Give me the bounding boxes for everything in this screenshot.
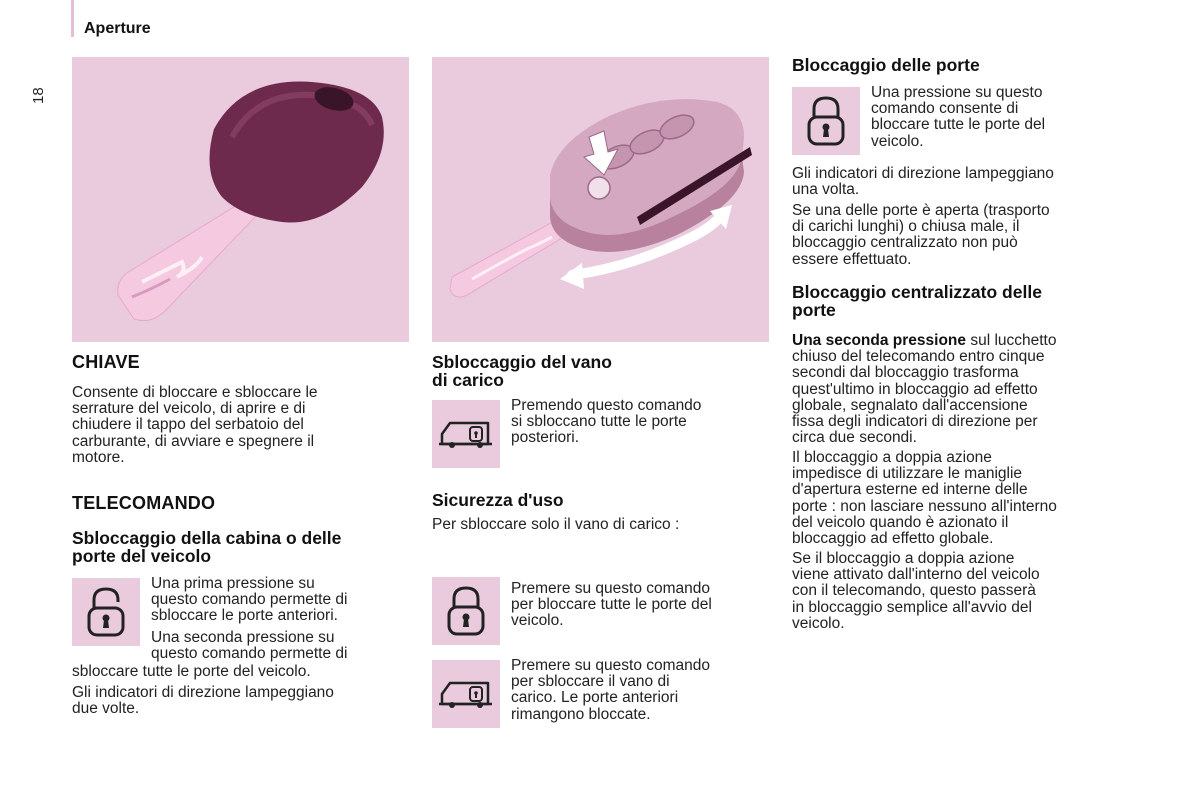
unlock-text-2: Una seconda pressione su questo comando permette di bbox=[151, 629, 348, 663]
safety-heading: Sicurezza d'uso bbox=[432, 490, 564, 510]
key-heading: CHIAVE bbox=[72, 352, 140, 372]
unlock-icon-box bbox=[72, 578, 140, 646]
unlock-cabin-heading: Sbloccaggio della cabina o delle porte del veicolo bbox=[72, 528, 342, 566]
central-text: Una seconda pressione sul lucchetto chiuso del telecomando entro cinque secondi dal bloccaggio trasforma quest'ultimo in bloccaggio ad effetto globale, segnalato dall'accensione fissa degli indicatori di direzione per circa due secondi. bbox=[792, 332, 1057, 447]
central-lock-heading: Bloccaggio centralizzato delle porte bbox=[792, 282, 1042, 320]
cargo-text: Premendo questo comando si sbloccano tutte le porte posteriori. bbox=[511, 397, 702, 447]
unlock-text-4: Gli indicatori di direzione lampeggiano due volte. bbox=[72, 684, 334, 718]
step1-text: Premere su questo comando per bloccare tutte le porte del veicolo. bbox=[511, 580, 712, 630]
key-illustration bbox=[72, 57, 409, 342]
van-rear-icon bbox=[438, 418, 494, 450]
cargo-step-icon-box bbox=[432, 660, 500, 728]
padlock-closed-icon bbox=[806, 95, 846, 147]
section-title: Aperture bbox=[84, 20, 151, 37]
lock-icon-box bbox=[792, 87, 860, 155]
lock-step-icon-box bbox=[432, 577, 500, 645]
remote-heading: TELECOMANDO bbox=[72, 493, 216, 513]
padlock-closed-icon bbox=[446, 585, 486, 637]
remote-illustration bbox=[432, 57, 769, 342]
central-bold: Una seconda pressione bbox=[792, 332, 967, 349]
lock-heading: Bloccaggio delle porte bbox=[792, 55, 980, 75]
double-lock-text-2: Se il bloccaggio a doppia azione viene attivato dall'interno del veicolo con il telecomando, questo passerà in bloccaggio semplice all'avvio del veicolo. bbox=[792, 550, 1040, 632]
cargo-unlock-heading: Sbloccaggio del vano di carico bbox=[432, 352, 612, 390]
lock-text-2: Gli indicatori di direzione lampeggiano una volta. bbox=[792, 165, 1054, 199]
lock-text-3: Se una delle porte è aperta (trasporto di carichi lunghi) o chiusa male, il bloccaggio centralizzato non può essere effettuato. bbox=[792, 202, 1050, 268]
lock-text: Una pressione su questo comando consente di bloccare tutte le porte del veicolo. bbox=[871, 84, 1046, 150]
unlock-text-3: sbloccare tutte le porte del veicolo. bbox=[72, 663, 311, 680]
cargo-icon-box bbox=[432, 400, 500, 468]
padlock-open-icon bbox=[86, 586, 126, 638]
page-number: 18 bbox=[30, 87, 47, 104]
unlock-text-1: Una prima pressione su questo comando permette di sbloccare le porte anteriori. bbox=[151, 575, 348, 625]
step2-text: Premere su questo comando per sbloccare il vano di carico. Le porte anteriori rimangono bloccate. bbox=[511, 657, 711, 723]
key-description: Consente di bloccare e sbloccare le serrature del veicolo, di aprire e di chiudere il tappo del serbatoio del carburante, di avviare e spegnere il motore. bbox=[72, 384, 318, 466]
safety-text: Per sbloccare solo il vano di carico : bbox=[432, 516, 680, 533]
header-accent-bar bbox=[71, 0, 74, 37]
van-rear-icon bbox=[438, 678, 494, 710]
double-lock-text: Il bloccaggio a doppia azione impedisce di utilizzare le maniglie d'apertura esterne ed interne delle porte : non lasciare nessuno all'interno del veicolo quando è azionato il bloccaggio ad effetto globale. bbox=[792, 449, 1057, 548]
